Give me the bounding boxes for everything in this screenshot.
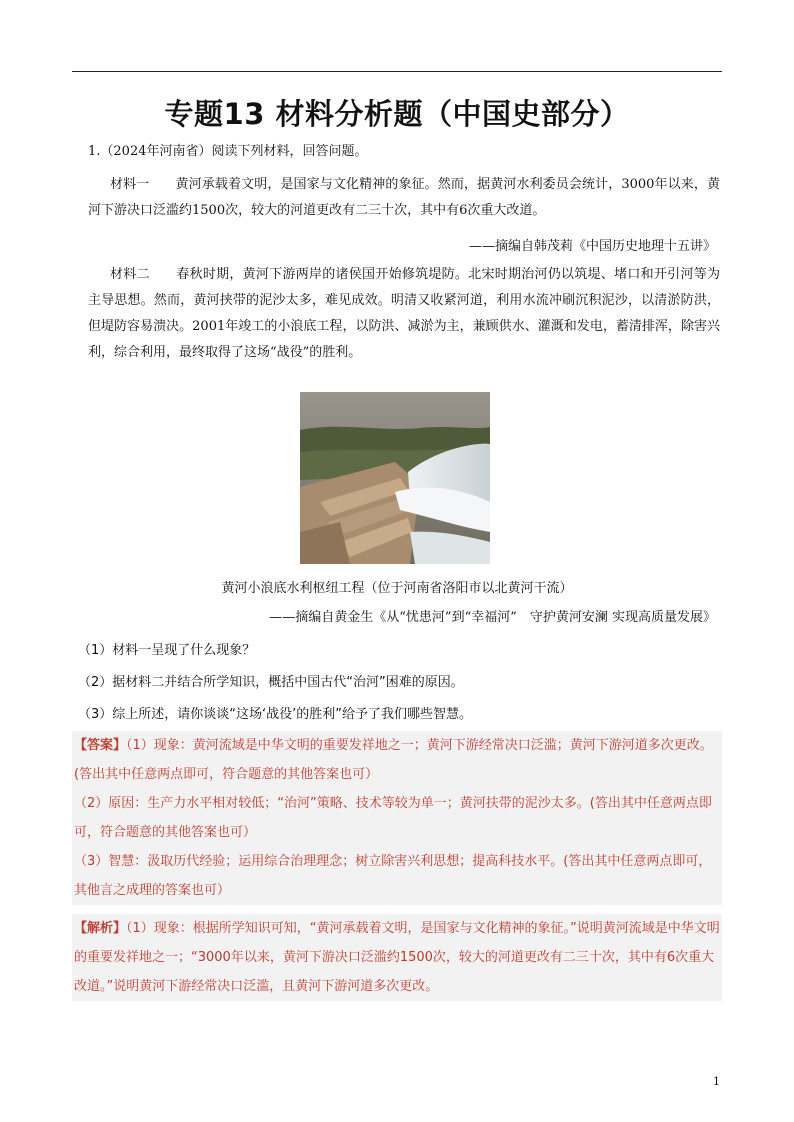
photo-source: ——摘编自黄金生《从“忧患河”到“幸福河” 守护黄河安澜 实现高质量发展》 — [269, 610, 716, 625]
page-title: 专题13 材料分析题（中国史部分） — [164, 97, 630, 131]
material-one: 材料一 黄河承载着文明，是国家与文化精神的象征。然而，据黄河水利委员会统计，3000年以来，黄河下游决口泛滥约1500次，较大的河道更改有二三十次，其中有6次重大改道。 — [88, 177, 720, 218]
analysis-text-1: （1）现象：根据所学知识可知，“黄河承载着文明，是国家与文化精神的象征。”说明黄河流域是中华文明的重要发祥地之一；“3000年以来，黄河下游决口泛滥约1500次，较大的河道更改有二三十次，其中有6次重大改道。”说明黄河下游经常决口泛滥，且黄河下游河道多次更改。 — [74, 921, 720, 994]
sub-question-1: （1）材料一呈现了什么现象？ — [78, 643, 256, 658]
material-two: 材料二 春秋时期，黄河下游两岸的诸侯国开始修筑堤防。北宋时期治河仍以筑堤、堵口和开引河等为主导思想。然而，黄河挟带的泥沙太多，难见成效。明清又收紧河道，利用水流冲刷沉积泥沙，以清淤防洪，但堤防容易溃决。2001年竣工的小浪底工程，以防洪、减淤为主，兼顾供水、灌溉和发电，蓄清排浑，除害兴利，综合利用，最终取得了这场“战役”的胜利。 — [88, 267, 720, 360]
sub-question-2: （2）据材料二并结合所学知识，概括中国古代“治河”困难的原因。 — [78, 675, 464, 690]
material-one-source: ——摘编自韩茂莉《中国历史地理十五讲》 — [468, 239, 716, 254]
answer-block — [72, 731, 722, 905]
answer-item-3: （3）智慧：汲取历代经验；运用综合治理理念；树立除害兴利思想；提高科技水平。(答出其中任意两点即可，其他言之成理的答案也可） — [74, 854, 712, 898]
answer-tag: 【答案】 — [74, 738, 127, 753]
answer-text-1: （1）现象：黄河流域是中华文明的重要发祥地之一；黄河下游经常决口泛滥；黄河下游河道多次更改。(答出其中任意两点即可，符合题意的其他答案也可） — [74, 738, 713, 782]
analysis-block — [72, 914, 722, 1001]
question-intro: 1.（2024年河南省）阅读下列材料，回答问题。 — [88, 144, 368, 159]
answer-item-1 — [74, 731, 720, 789]
header-rule — [72, 71, 722, 72]
analysis-tag: 【解析】 — [74, 921, 127, 936]
photo-caption: 黄河小浪底水利枢纽工程（位于河南省洛阳市以北黄河干流） — [221, 581, 573, 596]
analysis-item-1 — [74, 914, 720, 1001]
sub-question-3: （3）综上所述，请你谈谈“这场‘战役’的胜利”给予了我们哪些智慧。 — [78, 707, 473, 722]
answer-item-2: （2）原因：生产力水平相对较低；“治河”策略、技术等较为单一；黄河扶带的泥沙太多。(答出其中任意两点即可，符合题意的其他答案也可） — [74, 796, 712, 840]
dam-photo — [300, 392, 490, 564]
page-number: 1 — [713, 1075, 720, 1088]
